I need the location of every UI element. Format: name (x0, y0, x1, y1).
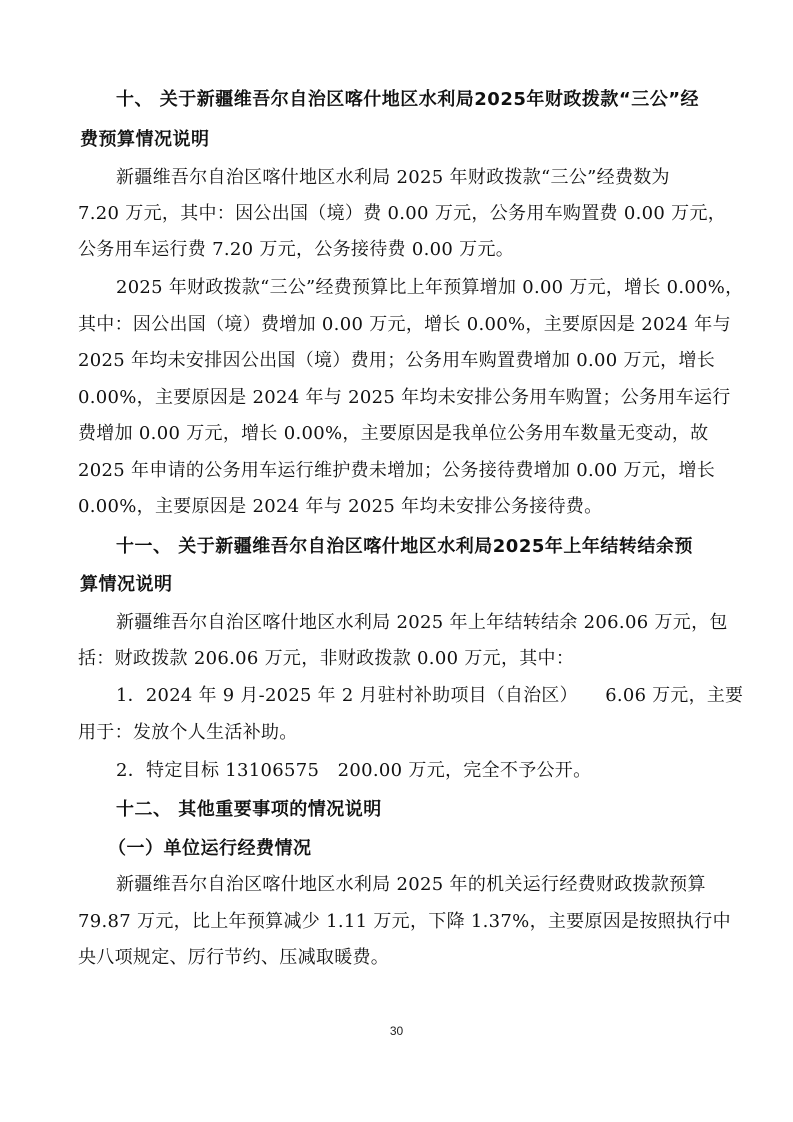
section-11-item-1-line: 1．2024 年 9 月-2025 年 2 月驻村补助项目（自治区） 6.06 万元，主要 (116, 685, 744, 706)
section-11-heading-line-2: 算情况说明 (80, 574, 173, 595)
section-10-heading-line-1: 十、 关于新疆维吾尔自治区喀什地区水利局2025年财政拨款“三公”经 (116, 89, 700, 110)
section-10-paragraph-2-line: 0.00%，主要原因是 2024 年与 2025 年均未安排公务用车购置；公务用车运行 (78, 387, 731, 408)
section-12-heading: 十二、 其他重要事项的情况说明 (116, 799, 382, 820)
section-11-paragraph-1-line: 新疆维吾尔自治区喀什地区水利局 2025 年上年结转结余 206.06 万元，包 (116, 612, 728, 633)
section-11-heading-line-1: 十一、 关于新疆维吾尔自治区喀什地区水利局2025年上年结转结余预 (116, 536, 693, 557)
section-10-heading-line-2: 费预算情况说明 (80, 129, 210, 150)
section-11-item-2: 2．特定目标 13106575 200.00 万元，完全不予公开。 (116, 760, 592, 781)
section-11-paragraph-1-line: 括：财政拨款 206.06 万元，非财政拨款 0.00 万元，其中： (78, 648, 575, 669)
section-10-paragraph-2-line: 0.00%，主要原因是 2024 年与 2025 年均未安排公务接待费。 (78, 496, 603, 517)
section-11-item-1-line: 用于：发放个人生活补助。 (78, 722, 298, 743)
section-10-paragraph-1-line: 7.20 万元，其中：因公出国（境）费 0.00 万元，公务用车购置费 0.00 万元， (78, 203, 727, 224)
section-10-paragraph-1-line: 公务用车运行费 7.20 万元，公务接待费 0.00 万元。 (78, 239, 515, 260)
section-12-paragraph-1-line: 新疆维吾尔自治区喀什地区水利局 2025 年的机关运行经费财政拨款预算 (116, 874, 706, 895)
section-12-sub-heading: （一）单位运行经费情况 (108, 838, 312, 859)
section-10-paragraph-2-line: 2025 年申请的公务用车运行维护费未增加；公务接待费增加 0.00 万元，增长 (78, 460, 716, 481)
section-10-paragraph-1-line: 新疆维吾尔自治区喀什地区水利局 2025 年财政拨款“三公”经费数为 (116, 167, 670, 188)
section-10-paragraph-2-line: 其中：因公出国（境）费增加 0.00 万元，增长 0.00%，主要原因是 2024 年与 (78, 314, 731, 335)
page-number: 30 (389, 1024, 404, 1038)
section-12-paragraph-1-line: 79.87 万元，比上年预算减少 1.11 万元，下降 1.37%，主要原因是按照执行中 (78, 911, 731, 932)
section-12-paragraph-1-line: 央八项规定、厉行节约、压减取暖费。 (78, 947, 390, 968)
section-10-paragraph-2-line: 费增加 0.00 万元，增长 0.00%，主要原因是我单位公务用车数量无变动，故 (78, 423, 709, 444)
section-10-paragraph-2-line: 2025 年均未安排因公出国（境）费用；公务用车购置费增加 0.00 万元，增长 (78, 350, 716, 371)
section-10-paragraph-2-line: 2025 年财政拨款“三公”经费预算比上年预算增加 0.00 万元，增长 0.00%， (116, 277, 744, 298)
